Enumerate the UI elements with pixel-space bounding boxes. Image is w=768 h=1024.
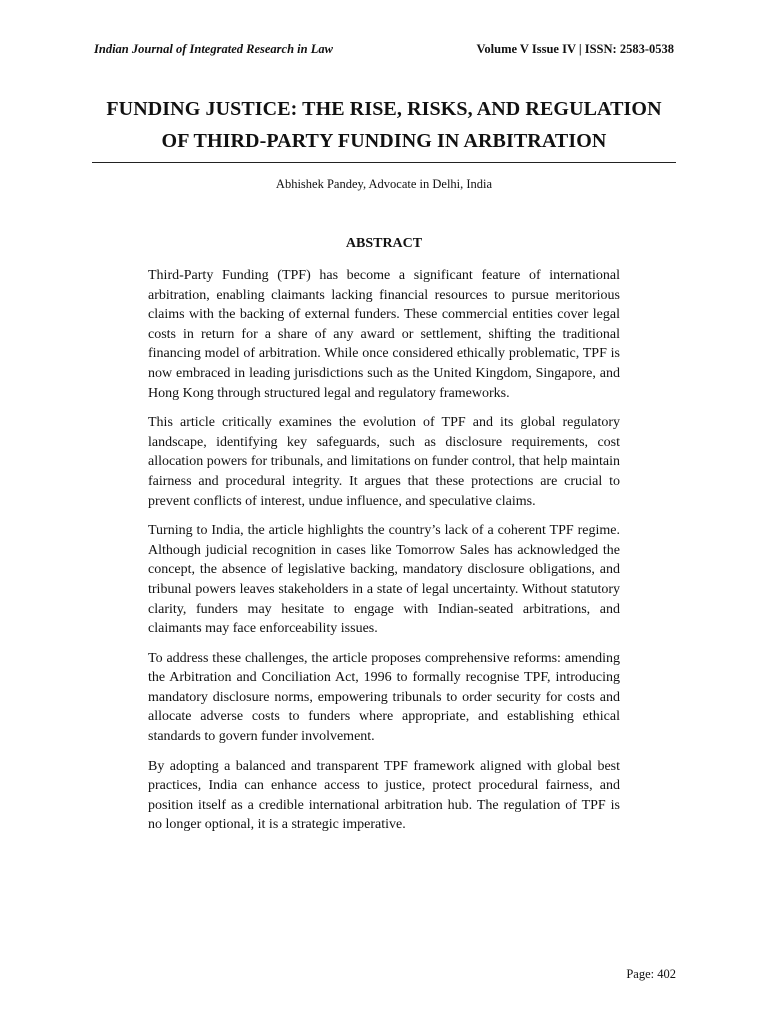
title-line-1: FUNDING JUSTICE: THE RISE, RISKS, AND REGULATION <box>106 98 662 120</box>
abstract-paragraph: Third-Party Funding (TPF) has become a significant feature of international arbitration, enabling claimants lacking financial resources to pursue meritorious claims with the backing of external funders. These commercial entities cover legal costs in return for a share of any award or settlement, shifting the traditional financing model of arbitration. While once considered ethically problematic, TPF is now embraced in leading jurisdictions such as the United Kingdom, Singapore, and Hong Kong through structured legal and regulatory frameworks. <box>148 268 620 401</box>
title-line-2: OF THIRD-PARTY FUNDING IN ARBITRATION <box>161 130 607 152</box>
page-number: Page: 402 <box>626 967 676 981</box>
abstract-paragraph: To address these challenges, the article proposes comprehensive reforms: amending the Arbitration and Conciliation Act, 1996 to formally recognise TPF, introducing mandatory disclosure norms, empowering tribunals to order security for costs and allocate adverse costs to funders where appropriate, and establishing ethical standards to govern funder involvement. <box>148 650 620 745</box>
running-header <box>94 42 674 60</box>
abstract-body <box>148 266 620 845</box>
article-title <box>80 93 688 157</box>
abstract-paragraph: By adopting a balanced and transparent TPF framework aligned with global best practices, India can enhance access to justice, protect procedural fairness, and position itself as a credible international arbitration hub. The regulation of TPF is no longer optional, it is a strategic imperative. <box>148 758 620 833</box>
author-line: Abhishek Pandey, Advocate in Delhi, India <box>275 177 493 191</box>
title-divider <box>92 162 676 163</box>
journal-name: Indian Journal of Integrated Research in Law <box>94 42 333 56</box>
volume-issn: Volume V Issue IV | ISSN: 2583-0538 <box>476 42 674 56</box>
abstract-paragraph: Turning to India, the article highlights the country’s lack of a coherent TPF regime. Although judicial recognition in cases like Tomorrow Sales has acknowledged the concept, the absence of legislative backing, mandatory disclosure obligations, and tribunal powers leaves stakeholders in a state of legal uncertainty. Without statutory clarity, funders may hesitate to engage with Indian-seated arbitrations, and claimants may face enforceability issues. <box>148 523 620 637</box>
abstract-heading: ABSTRACT <box>345 236 423 251</box>
abstract-paragraph: This article critically examines the evolution of TPF and its global regulatory landscape, identifying key safeguards, such as disclosure requirements, cost allocation powers for tribunals, and limitations on funder control, that help maintain fairness and procedural integrity. It argues that these protections are crucial to prevent conflicts of interest, undue influence, and speculative claims. <box>148 415 620 509</box>
